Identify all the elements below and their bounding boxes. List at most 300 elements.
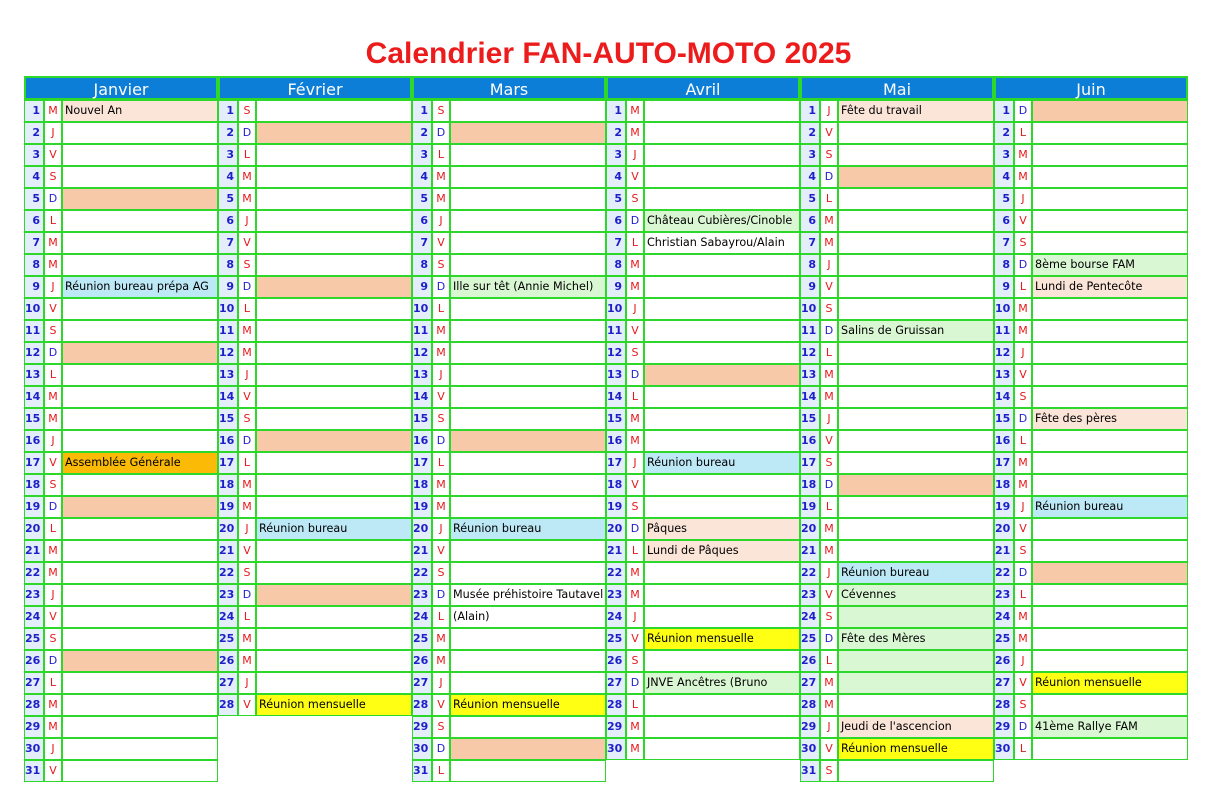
day-row bbox=[800, 496, 994, 518]
event-cell bbox=[1032, 188, 1188, 210]
day-row bbox=[994, 672, 1188, 694]
day-number: 9 bbox=[24, 276, 44, 298]
day-letter: L bbox=[626, 386, 644, 408]
day-row bbox=[606, 276, 800, 298]
day-number: 19 bbox=[800, 496, 820, 518]
event-cell bbox=[450, 760, 606, 782]
event-cell bbox=[256, 100, 412, 122]
day-row bbox=[606, 166, 800, 188]
event-cell bbox=[256, 628, 412, 650]
day-letter: V bbox=[626, 628, 644, 650]
event-cell bbox=[62, 716, 218, 738]
day-row bbox=[800, 210, 994, 232]
event-cell bbox=[62, 606, 218, 628]
day-row bbox=[412, 452, 606, 474]
day-number: 3 bbox=[606, 144, 626, 166]
day-row bbox=[994, 408, 1188, 430]
event-cell bbox=[838, 342, 994, 364]
day-number: 21 bbox=[24, 540, 44, 562]
event-cell bbox=[1032, 452, 1188, 474]
event-cell bbox=[1032, 430, 1188, 452]
event-cell bbox=[450, 496, 606, 518]
day-number: 11 bbox=[24, 320, 44, 342]
event-cell bbox=[1032, 342, 1188, 364]
event-cell bbox=[62, 760, 218, 782]
day-row bbox=[994, 276, 1188, 298]
day-letter: S bbox=[626, 650, 644, 672]
day-number: 15 bbox=[412, 408, 432, 430]
day-number: 26 bbox=[606, 650, 626, 672]
event-cell bbox=[450, 562, 606, 584]
day-number: 30 bbox=[994, 738, 1014, 760]
event-cell: Fête des Mères bbox=[838, 628, 994, 650]
day-letter: L bbox=[44, 518, 62, 540]
day-number: 24 bbox=[994, 606, 1014, 628]
day-row bbox=[800, 166, 994, 188]
day-row bbox=[24, 650, 218, 672]
day-number: 6 bbox=[218, 210, 238, 232]
event-cell bbox=[838, 232, 994, 254]
day-letter: M bbox=[44, 100, 62, 122]
day-number: 22 bbox=[24, 562, 44, 584]
day-number: 25 bbox=[994, 628, 1014, 650]
event-cell bbox=[450, 144, 606, 166]
day-row bbox=[218, 540, 412, 562]
event-cell bbox=[1032, 166, 1188, 188]
day-letter: V bbox=[238, 694, 256, 716]
day-letter: M bbox=[238, 188, 256, 210]
day-row bbox=[800, 474, 994, 496]
day-row bbox=[412, 298, 606, 320]
event-cell bbox=[644, 298, 800, 320]
event-cell bbox=[450, 364, 606, 386]
day-number: 16 bbox=[606, 430, 626, 452]
day-letter: J bbox=[1014, 496, 1032, 518]
day-letter: M bbox=[432, 650, 450, 672]
day-row bbox=[606, 738, 800, 760]
day-number: 14 bbox=[606, 386, 626, 408]
day-row bbox=[24, 518, 218, 540]
day-letter: M bbox=[44, 386, 62, 408]
day-row bbox=[606, 474, 800, 496]
day-letter: D bbox=[432, 430, 450, 452]
day-letter: M bbox=[820, 540, 838, 562]
day-number: 10 bbox=[24, 298, 44, 320]
day-letter: M bbox=[626, 100, 644, 122]
day-row bbox=[218, 430, 412, 452]
day-number: 14 bbox=[800, 386, 820, 408]
event-cell bbox=[450, 320, 606, 342]
event-cell bbox=[256, 364, 412, 386]
day-row bbox=[24, 122, 218, 144]
event-cell bbox=[450, 298, 606, 320]
day-row bbox=[218, 364, 412, 386]
day-letter: S bbox=[432, 100, 450, 122]
event-cell: Nouvel An bbox=[62, 100, 218, 122]
day-row bbox=[24, 298, 218, 320]
day-number: 30 bbox=[412, 738, 432, 760]
day-letter: S bbox=[1014, 540, 1032, 562]
day-letter: D bbox=[820, 474, 838, 496]
day-letter: S bbox=[432, 408, 450, 430]
day-row bbox=[606, 100, 800, 122]
day-row bbox=[24, 716, 218, 738]
event-cell bbox=[838, 474, 994, 496]
day-letter: D bbox=[1014, 254, 1032, 276]
day-row bbox=[218, 474, 412, 496]
day-row bbox=[412, 166, 606, 188]
day-row bbox=[994, 716, 1188, 738]
event-cell bbox=[62, 496, 218, 518]
day-letter: J bbox=[238, 672, 256, 694]
day-number: 14 bbox=[994, 386, 1014, 408]
day-number: 1 bbox=[606, 100, 626, 122]
day-number: 26 bbox=[218, 650, 238, 672]
day-number: 15 bbox=[994, 408, 1014, 430]
day-row bbox=[606, 232, 800, 254]
day-number: 3 bbox=[800, 144, 820, 166]
day-row bbox=[606, 408, 800, 430]
day-letter: V bbox=[238, 232, 256, 254]
day-letter: D bbox=[44, 496, 62, 518]
day-row bbox=[218, 254, 412, 276]
day-row bbox=[412, 518, 606, 540]
day-number: 13 bbox=[412, 364, 432, 386]
event-cell bbox=[838, 760, 994, 782]
day-letter: D bbox=[1014, 716, 1032, 738]
day-row bbox=[412, 738, 606, 760]
day-letter: M bbox=[1014, 298, 1032, 320]
day-number: 18 bbox=[994, 474, 1014, 496]
day-row bbox=[994, 386, 1188, 408]
day-row bbox=[24, 540, 218, 562]
day-letter: V bbox=[1014, 364, 1032, 386]
day-letter: D bbox=[820, 320, 838, 342]
day-letter: M bbox=[1014, 606, 1032, 628]
day-letter: S bbox=[820, 606, 838, 628]
day-letter: D bbox=[820, 628, 838, 650]
day-letter: S bbox=[626, 188, 644, 210]
day-number: 24 bbox=[218, 606, 238, 628]
event-cell bbox=[1032, 606, 1188, 628]
day-number: 7 bbox=[994, 232, 1014, 254]
event-cell bbox=[838, 606, 994, 628]
day-letter: J bbox=[432, 672, 450, 694]
day-number: 15 bbox=[800, 408, 820, 430]
day-letter: J bbox=[44, 122, 62, 144]
day-number: 9 bbox=[606, 276, 626, 298]
day-number: 16 bbox=[800, 430, 820, 452]
day-number: 23 bbox=[412, 584, 432, 606]
day-number: 15 bbox=[218, 408, 238, 430]
day-number: 17 bbox=[800, 452, 820, 474]
day-letter: L bbox=[626, 694, 644, 716]
event-cell bbox=[1032, 540, 1188, 562]
day-row bbox=[800, 364, 994, 386]
day-letter: D bbox=[44, 188, 62, 210]
day-row bbox=[218, 650, 412, 672]
day-row bbox=[218, 452, 412, 474]
day-letter: D bbox=[432, 276, 450, 298]
day-number: 24 bbox=[24, 606, 44, 628]
day-row bbox=[800, 694, 994, 716]
event-cell bbox=[450, 122, 606, 144]
day-letter: L bbox=[820, 342, 838, 364]
day-number: 18 bbox=[218, 474, 238, 496]
day-letter: M bbox=[432, 628, 450, 650]
day-row bbox=[412, 408, 606, 430]
day-row bbox=[994, 606, 1188, 628]
day-letter: V bbox=[1014, 672, 1032, 694]
day-number: 20 bbox=[412, 518, 432, 540]
day-number: 22 bbox=[800, 562, 820, 584]
day-row bbox=[412, 694, 606, 716]
day-row bbox=[994, 694, 1188, 716]
month-header: Juin bbox=[994, 76, 1188, 100]
day-row bbox=[412, 760, 606, 782]
day-letter: J bbox=[1014, 342, 1032, 364]
day-number: 19 bbox=[24, 496, 44, 518]
day-number: 17 bbox=[218, 452, 238, 474]
event-cell bbox=[450, 738, 606, 760]
day-letter: D bbox=[626, 518, 644, 540]
day-number: 8 bbox=[606, 254, 626, 276]
day-number: 1 bbox=[412, 100, 432, 122]
day-letter: M bbox=[432, 320, 450, 342]
event-cell bbox=[62, 408, 218, 430]
event-cell bbox=[1032, 298, 1188, 320]
event-cell bbox=[62, 430, 218, 452]
event-cell: 8ème bourse FAM bbox=[1032, 254, 1188, 276]
day-row bbox=[994, 650, 1188, 672]
day-row bbox=[994, 518, 1188, 540]
event-cell bbox=[256, 188, 412, 210]
event-cell bbox=[644, 254, 800, 276]
day-row bbox=[800, 430, 994, 452]
day-row bbox=[994, 430, 1188, 452]
event-cell: Cévennes bbox=[838, 584, 994, 606]
day-number: 12 bbox=[218, 342, 238, 364]
day-row bbox=[412, 210, 606, 232]
day-number: 1 bbox=[994, 100, 1014, 122]
event-cell bbox=[838, 386, 994, 408]
day-letter: M bbox=[238, 166, 256, 188]
day-row bbox=[412, 100, 606, 122]
day-letter: J bbox=[432, 518, 450, 540]
day-row bbox=[24, 254, 218, 276]
day-row bbox=[800, 518, 994, 540]
day-number: 28 bbox=[994, 694, 1014, 716]
event-cell bbox=[1032, 650, 1188, 672]
day-number: 10 bbox=[800, 298, 820, 320]
day-number: 6 bbox=[800, 210, 820, 232]
day-number: 15 bbox=[606, 408, 626, 430]
day-row bbox=[606, 606, 800, 628]
day-number: 26 bbox=[24, 650, 44, 672]
event-cell bbox=[838, 518, 994, 540]
day-letter: L bbox=[626, 540, 644, 562]
day-letter: M bbox=[820, 694, 838, 716]
day-row bbox=[606, 342, 800, 364]
day-row bbox=[994, 100, 1188, 122]
day-letter: M bbox=[238, 342, 256, 364]
day-number: 26 bbox=[994, 650, 1014, 672]
event-cell bbox=[450, 716, 606, 738]
day-letter: M bbox=[1014, 628, 1032, 650]
event-cell bbox=[644, 562, 800, 584]
day-number: 22 bbox=[412, 562, 432, 584]
day-row bbox=[412, 628, 606, 650]
day-letter: M bbox=[432, 474, 450, 496]
day-row bbox=[218, 298, 412, 320]
day-number: 11 bbox=[218, 320, 238, 342]
day-number: 25 bbox=[800, 628, 820, 650]
day-row bbox=[24, 364, 218, 386]
event-cell bbox=[838, 122, 994, 144]
day-number: 9 bbox=[412, 276, 432, 298]
event-cell bbox=[838, 408, 994, 430]
day-row bbox=[218, 320, 412, 342]
day-row bbox=[412, 584, 606, 606]
day-row bbox=[218, 166, 412, 188]
page-title: Calendrier FAN-AUTO-MOTO 2025 bbox=[365, 37, 852, 70]
day-letter: L bbox=[1014, 122, 1032, 144]
day-row bbox=[412, 474, 606, 496]
day-letter: D bbox=[1014, 100, 1032, 122]
day-row bbox=[994, 474, 1188, 496]
day-row bbox=[606, 210, 800, 232]
day-row bbox=[218, 694, 412, 716]
day-number: 22 bbox=[606, 562, 626, 584]
day-row bbox=[412, 540, 606, 562]
day-letter: M bbox=[820, 518, 838, 540]
day-number: 27 bbox=[994, 672, 1014, 694]
day-number: 11 bbox=[994, 320, 1014, 342]
event-cell bbox=[450, 342, 606, 364]
day-number: 3 bbox=[994, 144, 1014, 166]
event-cell bbox=[644, 188, 800, 210]
day-row bbox=[606, 694, 800, 716]
event-cell bbox=[256, 210, 412, 232]
day-row bbox=[994, 188, 1188, 210]
day-row bbox=[24, 342, 218, 364]
event-cell bbox=[256, 232, 412, 254]
day-row bbox=[606, 584, 800, 606]
day-row bbox=[412, 386, 606, 408]
event-cell bbox=[838, 540, 994, 562]
event-cell bbox=[644, 474, 800, 496]
day-number: 14 bbox=[218, 386, 238, 408]
day-letter: M bbox=[44, 562, 62, 584]
day-row bbox=[994, 584, 1188, 606]
day-number: 17 bbox=[24, 452, 44, 474]
day-row bbox=[800, 188, 994, 210]
day-number: 25 bbox=[412, 628, 432, 650]
day-number: 29 bbox=[412, 716, 432, 738]
day-number: 10 bbox=[218, 298, 238, 320]
event-cell bbox=[644, 606, 800, 628]
day-row bbox=[800, 738, 994, 760]
day-row bbox=[994, 562, 1188, 584]
day-row bbox=[24, 166, 218, 188]
day-row bbox=[800, 606, 994, 628]
event-cell bbox=[256, 144, 412, 166]
event-cell bbox=[1032, 584, 1188, 606]
day-letter: D bbox=[238, 276, 256, 298]
event-cell bbox=[256, 430, 412, 452]
day-letter: L bbox=[1014, 584, 1032, 606]
event-cell bbox=[256, 342, 412, 364]
day-letter: V bbox=[432, 694, 450, 716]
day-number: 8 bbox=[412, 254, 432, 276]
event-cell bbox=[838, 694, 994, 716]
day-number: 11 bbox=[412, 320, 432, 342]
day-row bbox=[412, 672, 606, 694]
day-row bbox=[412, 562, 606, 584]
event-cell bbox=[62, 694, 218, 716]
day-number: 24 bbox=[412, 606, 432, 628]
event-cell: Salins de Gruissan bbox=[838, 320, 994, 342]
day-number: 2 bbox=[218, 122, 238, 144]
day-number: 4 bbox=[412, 166, 432, 188]
day-row bbox=[994, 540, 1188, 562]
day-letter: M bbox=[820, 232, 838, 254]
day-number: 20 bbox=[606, 518, 626, 540]
day-number: 4 bbox=[800, 166, 820, 188]
day-letter: S bbox=[626, 342, 644, 364]
event-cell bbox=[1032, 364, 1188, 386]
day-number: 6 bbox=[994, 210, 1014, 232]
day-letter: M bbox=[432, 188, 450, 210]
day-letter: J bbox=[820, 254, 838, 276]
month-header: Avril bbox=[606, 76, 800, 100]
day-letter: D bbox=[1014, 562, 1032, 584]
day-row bbox=[412, 232, 606, 254]
day-letter: V bbox=[820, 430, 838, 452]
day-row bbox=[24, 584, 218, 606]
event-cell bbox=[1032, 232, 1188, 254]
day-number: 21 bbox=[218, 540, 238, 562]
day-row bbox=[994, 210, 1188, 232]
day-letter: M bbox=[626, 430, 644, 452]
day-number: 4 bbox=[218, 166, 238, 188]
day-letter: M bbox=[626, 122, 644, 144]
day-row bbox=[606, 386, 800, 408]
day-number: 12 bbox=[800, 342, 820, 364]
day-letter: M bbox=[626, 254, 644, 276]
day-number: 25 bbox=[218, 628, 238, 650]
day-number: 22 bbox=[994, 562, 1014, 584]
day-letter: S bbox=[432, 716, 450, 738]
event-cell bbox=[838, 210, 994, 232]
event-cell bbox=[838, 650, 994, 672]
day-number: 25 bbox=[24, 628, 44, 650]
day-letter: L bbox=[1014, 276, 1032, 298]
day-row bbox=[606, 320, 800, 342]
day-letter: J bbox=[44, 584, 62, 606]
day-row bbox=[994, 320, 1188, 342]
day-number: 5 bbox=[24, 188, 44, 210]
day-number: 19 bbox=[994, 496, 1014, 518]
event-cell bbox=[644, 320, 800, 342]
day-letter: J bbox=[44, 430, 62, 452]
day-letter: J bbox=[44, 276, 62, 298]
day-letter: V bbox=[1014, 210, 1032, 232]
event-cell bbox=[450, 210, 606, 232]
day-letter: L bbox=[432, 298, 450, 320]
event-cell bbox=[62, 342, 218, 364]
event-cell bbox=[1032, 628, 1188, 650]
